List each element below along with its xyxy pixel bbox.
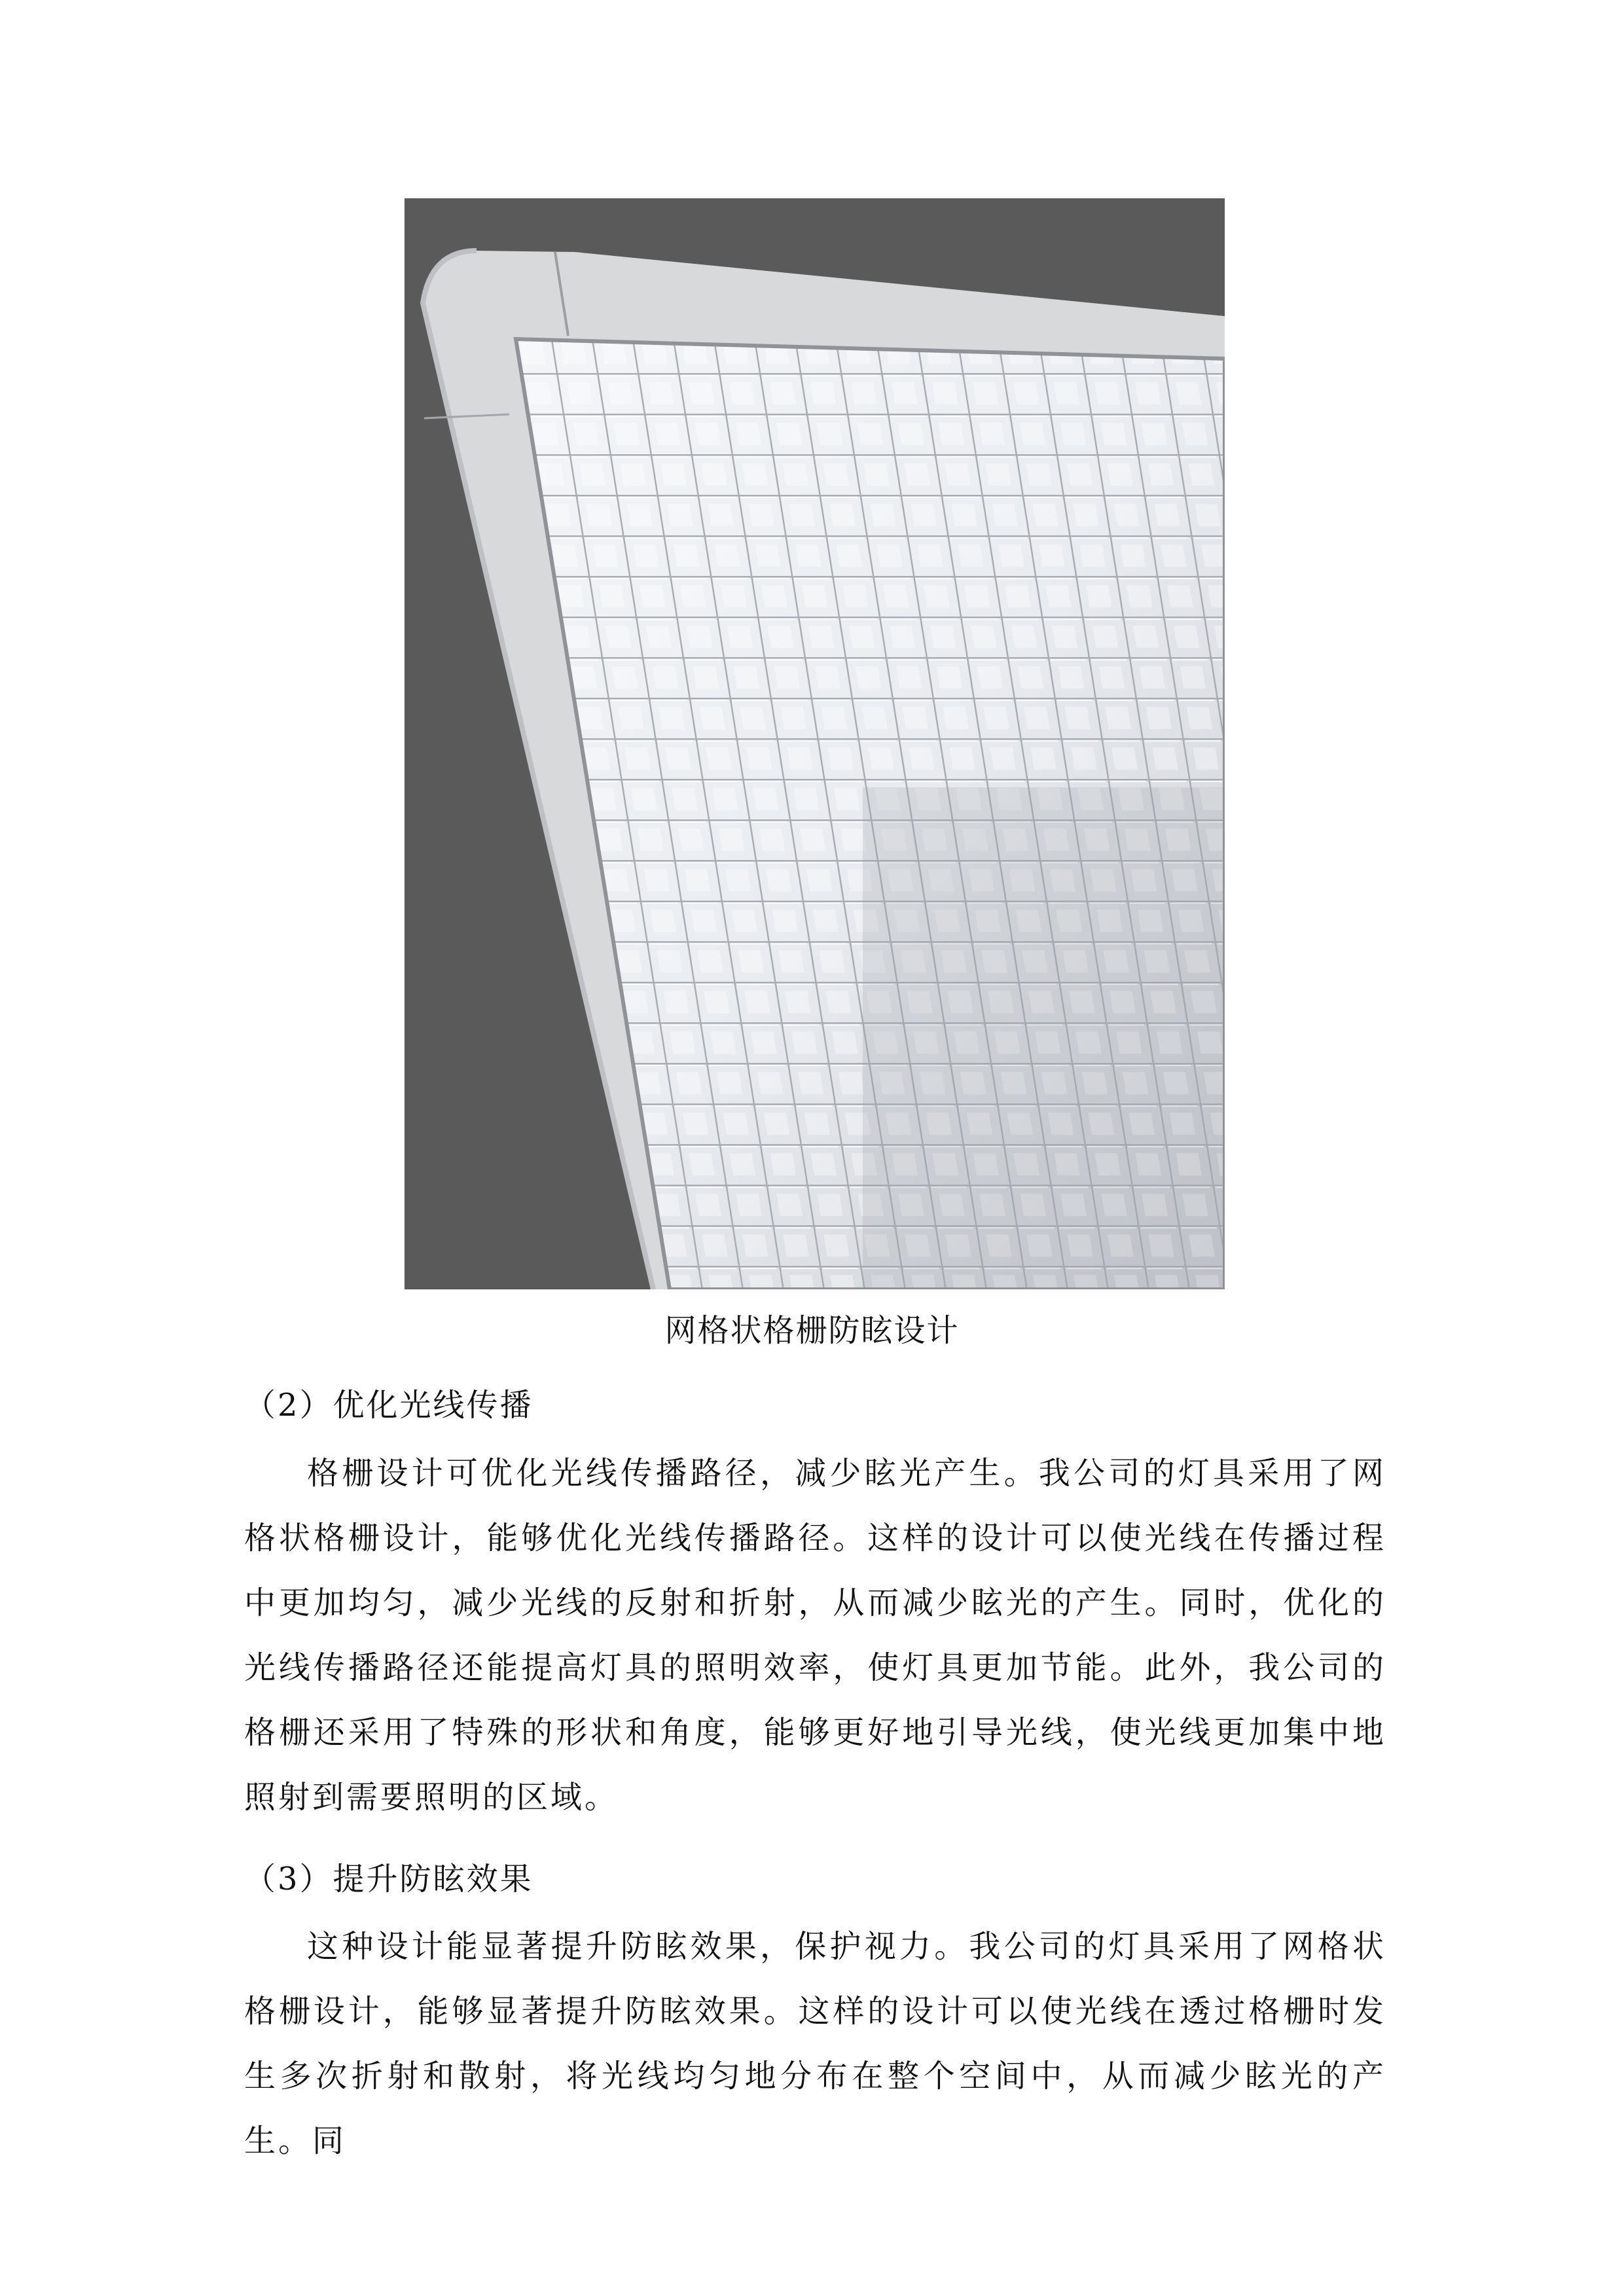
section-heading-anti-glare: （3）提升防眩效果 xyxy=(244,1861,533,1897)
section-body-optimize-light: 格栅设计可优化光线传播路径，减少眩光产生。我公司的灯具采用了网格状格栅设计，能够优化光线传播路径。这样的设计可以使光线在传播过程中更加均匀，减少光线的反射和折射，从而减少眩光的产生。同时，优化的光线传播路径还能提高灯具的照明效率，使灯具更加节能。此外，我公司的格栅还采用了特殊的形状和角度，能够更好地引导光线，使光线更加集中地照射到需要照明的区域。 xyxy=(244,1455,1386,1816)
figure-caption: 网格状格栅防眩设计 xyxy=(664,1312,960,1349)
section-body-anti-glare: 这种设计能显著提升防眩效果，保护视力。我公司的灯具采用了网格状格栅设计，能够显著提升防眩效果。这样的设计可以使光线在透过格栅时发生多次折射和散射，将光线均匀地分布在整个空间中，从而减少眩光的产生。同 xyxy=(244,1928,1386,2159)
grille-photo-graphic xyxy=(405,198,1225,1289)
grille-photo xyxy=(405,198,1225,1289)
section-heading-optimize-light: （2）优化光线传播 xyxy=(244,1387,533,1424)
